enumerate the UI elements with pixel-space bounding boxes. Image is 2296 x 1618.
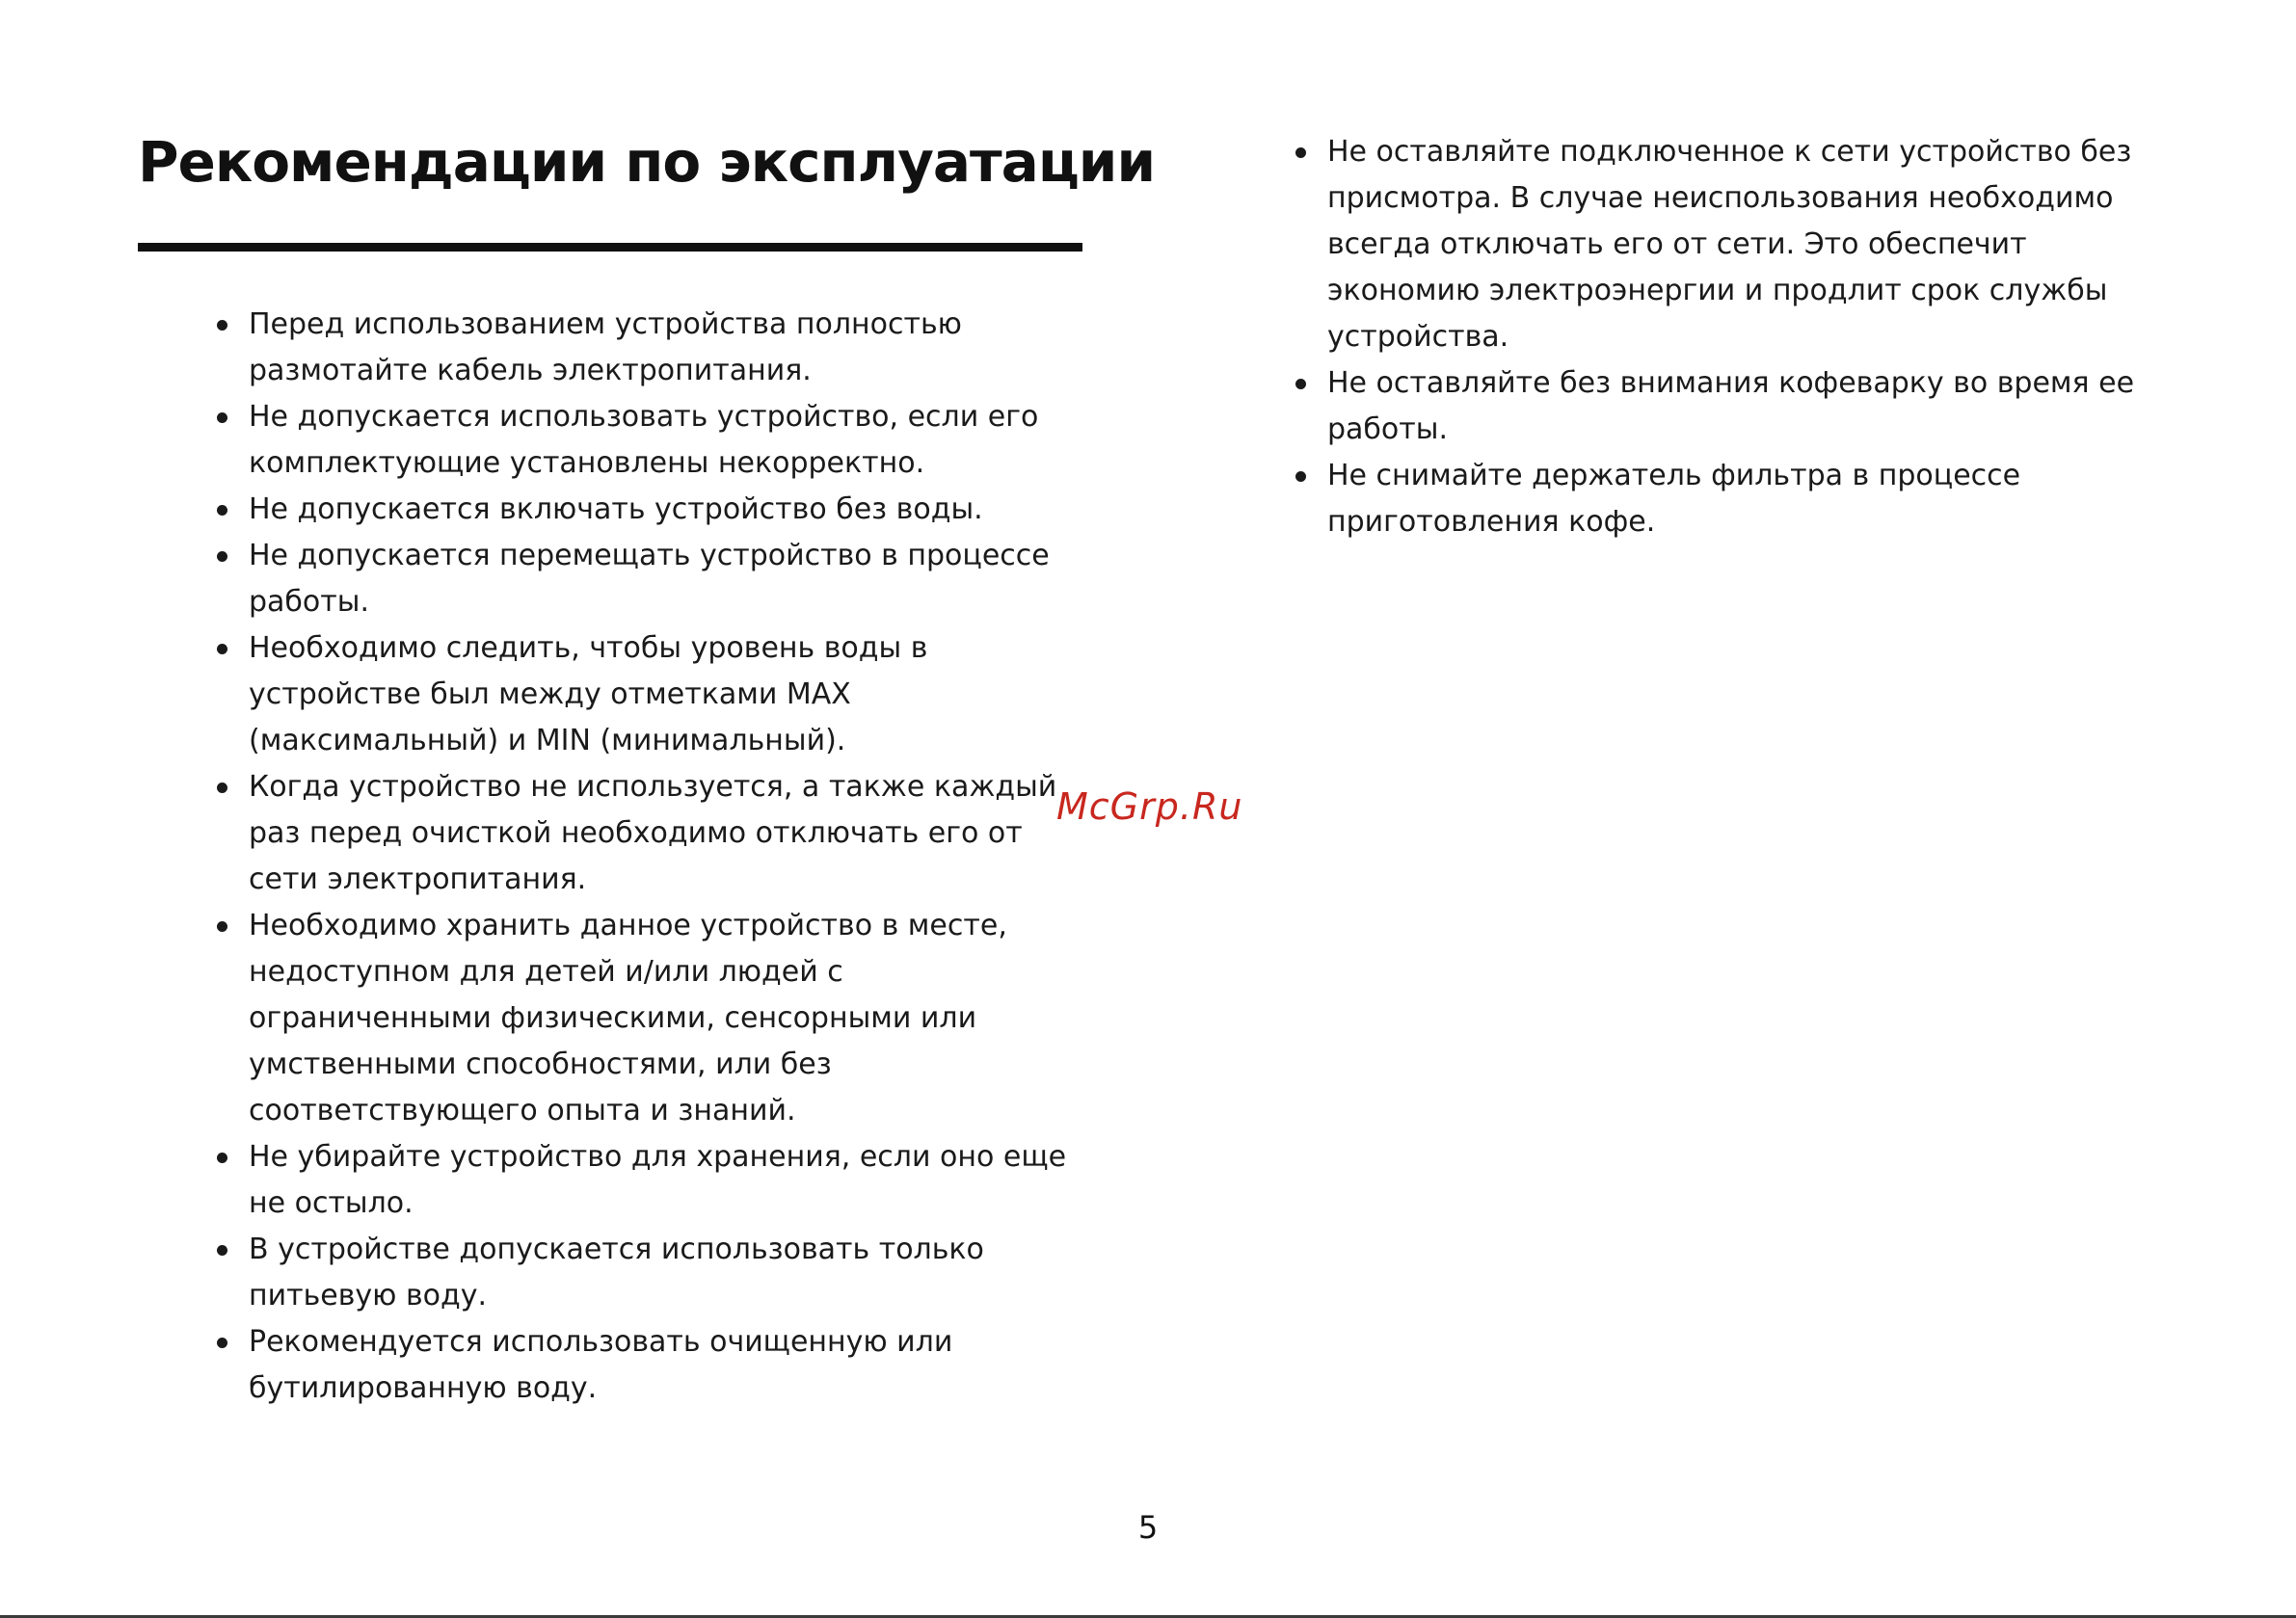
list-item-text: Не допускается перемещать устройство в процессе работы. — [249, 539, 1050, 619]
bullet-icon — [1295, 471, 1306, 482]
list-item — [210, 1227, 1078, 1319]
list-item-text: Перед использованием устройства полностью размотайте кабель электропитания. — [249, 307, 962, 387]
list-item — [1289, 360, 2176, 453]
bullet-icon — [217, 505, 227, 516]
bullet-icon — [217, 412, 227, 423]
list-item-text: В устройстве допускается использовать только питьевую воду. — [249, 1233, 984, 1313]
right-column-list — [1289, 129, 2176, 545]
left-column-list — [210, 302, 1078, 1412]
list-item-text: Не убирайте устройство для хранения, если оно еще не остыло. — [249, 1140, 1067, 1220]
bullet-icon — [217, 1153, 227, 1163]
title-underline — [138, 243, 1082, 252]
list-item — [210, 764, 1078, 903]
bullet-icon — [217, 551, 227, 562]
page-title: Рекомендации по эксплуатации — [138, 129, 1156, 195]
list-item — [210, 625, 1078, 764]
list-item — [210, 302, 1078, 394]
list-item-text: Когда устройство не используется, а также каждый раз перед очисткой необходимо отключать его от сети электропитания. — [249, 770, 1057, 896]
list-item-text: Необходимо следить, чтобы уровень воды в устройстве был между отметками MAX (максимальный) и MIN (минимальный). — [249, 631, 928, 757]
bullet-icon — [217, 1245, 227, 1256]
list-item — [1289, 129, 2176, 360]
list-item-text: Необходимо хранить данное устройство в месте, недоступном для детей и/или людей с ограниченными физическими, сенсорными или умственными способностями, или без соответствующего опыта и знаний. — [249, 909, 1007, 1127]
list-item — [210, 1319, 1078, 1412]
list-item — [210, 394, 1078, 487]
watermark: McGrp.Ru — [1056, 785, 1243, 828]
list-item — [1289, 453, 2176, 545]
list-item-text: Рекомендуется использовать очищенную или бутилированную воду. — [249, 1325, 953, 1405]
list-item-text: Не оставляйте подключенное к сети устройство без присмотра. В случае неиспользования необходимо всегда отключать его от сети. Это обеспечит экономию электроэнергии и продлит срок службы устройства. — [1327, 135, 2132, 354]
bullet-icon — [217, 782, 227, 793]
list-item — [210, 903, 1078, 1134]
bullet-icon — [217, 644, 227, 654]
page-number: 5 — [1137, 1509, 1159, 1546]
list-item-text: Не снимайте держатель фильтра в процессе приготовления кофе. — [1327, 459, 2021, 539]
list-item — [210, 1134, 1078, 1227]
list-item-text: Не оставляйте без внимания кофеварку во время ее работы. — [1327, 366, 2135, 446]
bullet-icon — [1295, 147, 1306, 158]
list-item — [210, 533, 1078, 625]
bullet-icon — [1295, 379, 1306, 389]
bullet-icon — [217, 320, 227, 331]
list-item-text: Не допускается включать устройство без воды. — [249, 492, 983, 526]
list-item — [210, 487, 1078, 533]
list-item-text: Не допускается использовать устройство, если его комплектующие установлены некорректно. — [249, 400, 1039, 480]
bullet-icon — [217, 921, 227, 932]
bullet-icon — [217, 1338, 227, 1348]
